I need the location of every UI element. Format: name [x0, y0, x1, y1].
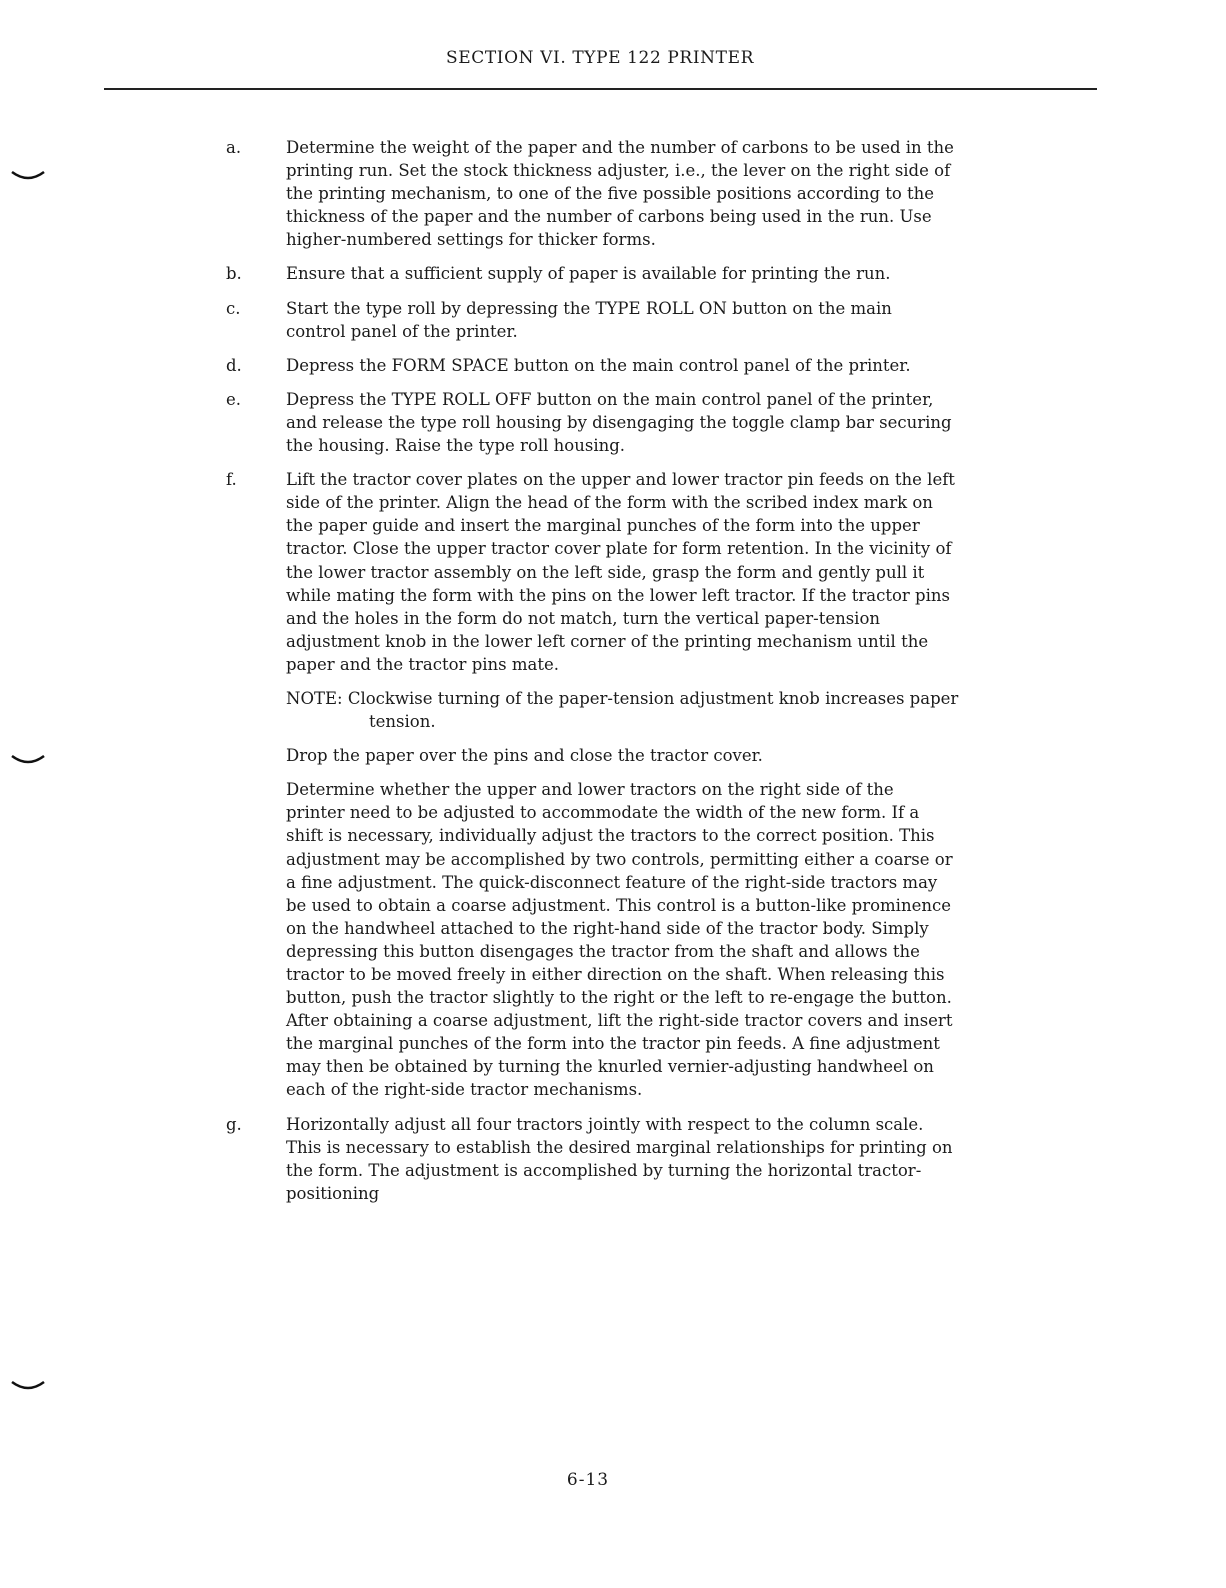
step-f — [226, 468, 959, 1101]
step-text: Lift the tractor cover plates on the upper and lower tractor pin feeds on the left side of the printer. Align the head of the form with the scribed index mark on the paper guide and insert the marginal punches of the form into the upper tractor. Close the upper tractor cover plate for form retention. In the vicinity of the lower tractor assembly on the left side, grasp the form and gently pull it while mating the form with the pins on the lower left tractor. If the tractor pins and the holes in the form do not match, turn the vertical paper-tension adjustment knob in the lower left corner of the printing mechanism until the paper and the tractor pins mate. — [286, 470, 955, 674]
step-label: e. — [226, 389, 242, 409]
margin-mark-middle — [10, 752, 46, 768]
section-header: SECTION VI. TYPE 122 PRINTER — [446, 48, 754, 68]
step-e — [226, 388, 956, 457]
step-label: f. — [226, 470, 237, 490]
note: NOTE: Clockwise turning of the paper-tension adjustment knob increases paper tension. — [286, 688, 959, 732]
procedure-steps — [226, 136, 959, 1216]
step-text: Start the type roll by depressing the TYPE ROLL ON button on the main control panel of the printer. — [286, 298, 892, 341]
margin-mark-bottom — [10, 1378, 46, 1394]
step-text: Depress the TYPE ROLL OFF button on the main control panel of the printer, and release the type roll housing by disengaging the toggle clamp bar securing the housing. Raise the type roll housing. — [286, 389, 952, 456]
step-text: Ensure that a sufficient supply of paper is available for printing the run. — [286, 264, 891, 284]
step-c — [226, 297, 956, 343]
step-label: b. — [226, 264, 242, 284]
step-text: Determine the weight of the paper and the number of carbons to be used in the printing run. Set the stock thickness adjuster, i.e., the lever on the right side of the printing mechanism, to one of the five possible positions according to the thickness of the paper and the number of carbons being used in the run. Use higher-numbered settings for thicker forms. — [286, 138, 954, 250]
step-g — [226, 1113, 956, 1205]
header-rule — [104, 88, 1097, 90]
step-label: c. — [226, 298, 241, 318]
step-text-continued: Drop the paper over the pins and close the tractor cover. — [286, 746, 763, 766]
step-label: a. — [226, 138, 242, 157]
step-label: g. — [226, 1114, 242, 1134]
page-number: 6-13 — [566, 1470, 610, 1490]
step-d — [226, 354, 956, 377]
margin-mark-top — [10, 168, 46, 184]
step-a — [226, 136, 956, 251]
step-text: Depress the FORM SPACE button on the main control panel of the printer. — [286, 355, 911, 375]
step-label: d. — [226, 355, 242, 375]
step-text-continued: Determine whether the upper and lower tractors on the right side of the printer need to be adjusted to accommodate the width of the new form. If a shift is necessary, individually adjust the tractors to the correct position. This adjustment may be accomplished by two controls, permitting either a coarse or a fine adjustment. The quick-disconnect feature of the right-side tractors may be used to obtain a coarse adjustment. This control is a button-like prominence on the handwheel attached to the right-hand side of the tractor body. Simply depressing this button disengages the tractor from the shaft and allows the tractor to be moved freely in either direction on the shaft. When releasing this button, push the tractor slightly to the right or the left to re-engage the button. After obtaining a coarse adjustment, lift the right-side tractor covers and insert the marginal punches of the form into the tractor pin feeds. A fine adjustment may then be obtained by turning the knurled vernier-adjusting handwheel on each of the right-side tractor mechanisms. — [286, 780, 953, 1100]
step-b — [226, 262, 956, 285]
step-text: Horizontally adjust all four tractors jointly with respect to the column scale. This is necessary to establish the desired marginal relationships for printing on the form. The adjustment is accomplished by turning the horizontal tractor-positioning — [286, 1114, 953, 1203]
